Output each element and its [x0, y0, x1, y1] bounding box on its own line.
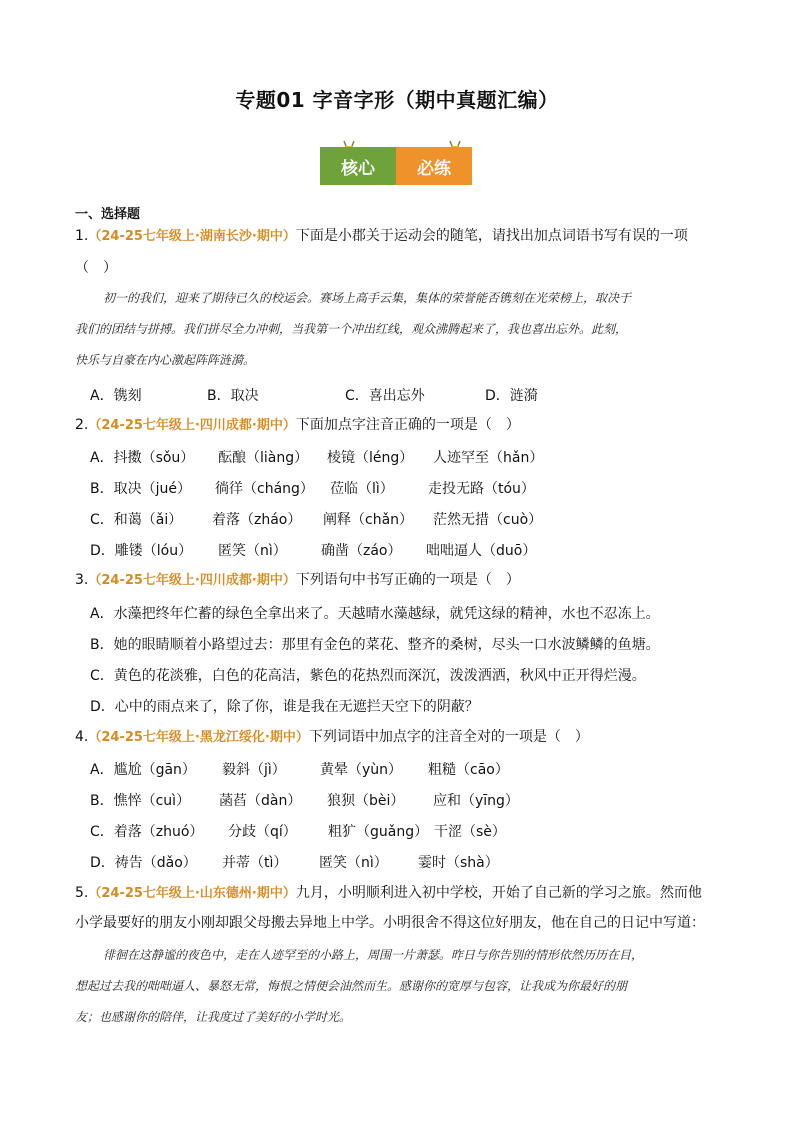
question-stem-continued: 小学最要好的朋友小刚却跟父母搬去异地上中学。小明很舍不得这位好朋友，他在自己的日记中写道： [75, 915, 705, 931]
source-tag: （24-25七年级上·山东德州·期中） [88, 886, 296, 901]
answer-paren: （ ） [75, 260, 117, 276]
option-cell: A．尴尬（gān） [90, 762, 196, 778]
question-number: 2. [75, 417, 89, 433]
option-cell: 粗糙（cāo） [428, 762, 509, 778]
passage-line: 徘徊在这静谧的夜色中，走在人迹罕至的小路上，周围一片萧瑟。昨日与你告别的情形依然历历在目， [103, 948, 644, 962]
option-a: A．水藻把终年伫蓄的绿色全拿出来了。天越晴水藻越绿，就凭这绿的精神，水也不忍冻上。 [90, 606, 660, 622]
question-2 [75, 415, 520, 436]
option-cell: C．着落（zhuó） [90, 824, 204, 840]
option-a: A．镌刻 [90, 388, 142, 404]
option-d: D．涟漪 [485, 388, 538, 404]
option-b: B．取决 [207, 388, 259, 404]
badge-core: 核心 [320, 147, 396, 185]
option-cell: 酝酿（liàng） [218, 450, 309, 466]
option-cell: 莅临（lì） [330, 481, 394, 497]
option-cell: 应和（yīng） [433, 793, 519, 809]
option-cell: 棱镜（léng） [327, 450, 414, 466]
passage-line: 快乐与自豪在内心激起阵阵涟漪。 [75, 353, 256, 367]
passage-line: 初一的我们，迎来了期待已久的校运会。赛场上高手云集，集体的荣誉能否镌刻在光荣榜上，取决于 [103, 291, 632, 305]
question-number: 1. [75, 228, 89, 244]
option-cell: 人迹罕至（hǎn） [433, 450, 544, 466]
option-c: C．黄色的花淡雅，白色的花高洁，紫色的花热烈而深沉，泼泼洒洒，秋风中正开得烂漫。 [90, 668, 646, 684]
question-number: 5. [75, 885, 89, 901]
source-tag: （24-25七年级上·四川成都·期中） [88, 573, 296, 588]
option-cell: 确凿（záo） [321, 543, 402, 559]
passage-line: 友；也感谢你的陪伴，让我度过了美好的小学时光。 [75, 1010, 352, 1024]
section-heading: 一、选择题 [75, 207, 141, 222]
diary-passage [75, 940, 720, 1033]
option-cell: 匿笑（nì） [218, 543, 287, 559]
option-cell: C．和蔼（ǎi） [90, 512, 183, 528]
page-title: 专题01 字音字形（期中真题汇编） [235, 88, 559, 112]
option-cell: B．取决（jué） [90, 481, 191, 497]
option-cell: 茫然无措（cuò） [433, 512, 543, 528]
question-stem: 下列语句中书写正确的一项是（ ） [295, 572, 520, 588]
question-3 [75, 570, 520, 591]
option-cell: 分歧（qí） [228, 824, 297, 840]
option-cell: B．憔悴（cuì） [90, 793, 191, 809]
source-tag: （24-25七年级上·四川成都·期中） [88, 418, 296, 433]
badge-practice: 必练 [396, 147, 472, 185]
question-stem: 下列词语中加点字的注音全对的一项是（ ） [308, 729, 589, 745]
option-cell: 并蒂（tì） [222, 855, 288, 871]
passage-line: 我们的团结与拼搏。我们拼尽全力冲刺，当我第一个冲出红线，观众沸腾起来了，我也喜出忘外。此刻， [75, 322, 628, 336]
option-cell: 干涩（sè） [434, 824, 506, 840]
question-number: 3. [75, 572, 89, 588]
question-number: 4. [75, 729, 89, 745]
question-stem: 下面是小郡关于运动会的随笔，请找出加点词语书写有误的一项 [295, 228, 688, 244]
option-d: D．心中的雨点来了，除了你，谁是我在无遮拦天空下的阴蔽？ [90, 699, 479, 715]
question-1 [75, 226, 688, 247]
question-4 [75, 727, 589, 748]
source-tag: （24-25七年级上·湖南长沙·期中） [88, 229, 296, 244]
option-cell: D．雕镂（lóu） [90, 543, 193, 559]
question-stem: 下面加点字注音正确的一项是（ ） [295, 417, 520, 433]
option-cell: 霎时（shà） [418, 855, 499, 871]
option-c: C．喜出忘外 [345, 388, 425, 404]
option-cell: 走投无路（tóu） [428, 481, 535, 497]
option-cell: 黄晕（yùn） [320, 762, 403, 778]
option-cell: 匿笑（nì） [319, 855, 388, 871]
option-cell: 毅斜（jì） [222, 762, 286, 778]
option-cell: 着落（zháo） [212, 512, 302, 528]
option-cell: 菡萏（dàn） [219, 793, 302, 809]
option-b: B．她的眼睛顺着小路望过去：那里有金色的菜花、整齐的桑树，尽头一口水波鳞鳞的鱼塘。 [90, 637, 660, 653]
passage [75, 283, 720, 376]
option-cell: 徜徉（cháng） [215, 481, 314, 497]
option-cell: D．祷告（dǎo） [90, 855, 197, 871]
source-tag: （24-25七年级上·黑龙江绥化·期中） [88, 730, 309, 745]
option-cell: 狼狈（bèi） [327, 793, 405, 809]
question-5 [75, 883, 702, 904]
option-cell: 阐释（chǎn） [323, 512, 414, 528]
option-cell: 粗犷（guǎng） [328, 824, 429, 840]
option-cell: 咄咄逼人（duō） [426, 543, 537, 559]
question-stem: 九月，小明顺利进入初中学校，开始了自己新的学习之旅。然而他 [295, 885, 702, 901]
passage-line: 想起过去我的咄咄逼人、暴怒无常，悔恨之情便会油然而生。感谢你的宽厚与包容，让我成为你最好的朋 [75, 979, 628, 993]
core-practice-badge [320, 140, 472, 185]
option-cell: A．抖擞（sǒu） [90, 450, 195, 466]
